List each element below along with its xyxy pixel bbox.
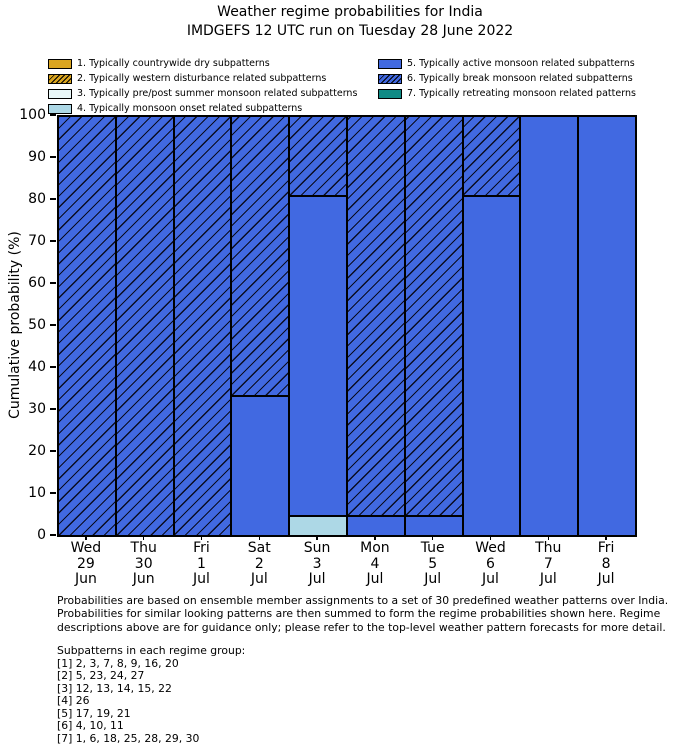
x-tick-label-line: Sun: [303, 540, 331, 556]
legend-item-label: 2. Typically western disturbance related subpatterns: [77, 73, 327, 84]
x-tick-label-line: Jul: [308, 571, 326, 587]
chart-subtitle: IMDGEFS 12 UTC run on Tuesday 28 June 2022: [186, 23, 514, 39]
legend-column: [378, 56, 636, 116]
bar-segment: [231, 116, 289, 396]
y-tick-mark: [50, 240, 56, 242]
bar-segment: [347, 116, 405, 516]
x-tick-label-line: Thu: [130, 540, 157, 556]
x-tick-label-line: Jul: [597, 571, 615, 587]
y-tick-mark: [50, 198, 56, 200]
x-tick-label: [519, 541, 577, 588]
bar-segment: [289, 116, 347, 196]
y-tick-label: 90: [28, 149, 46, 165]
bar-sat-2-jul: [231, 116, 289, 536]
x-tick-label-line: 4: [370, 555, 380, 572]
x-tick-label-line: Wed: [475, 540, 506, 556]
x-tick-label: [115, 541, 173, 588]
chart-title: Weather regime probabilities for India: [217, 4, 483, 20]
subpatterns-block: [57, 645, 245, 745]
y-tick-label: 40: [28, 359, 46, 375]
x-tick-label-line: Fri: [193, 540, 210, 556]
x-tick-label-line: Jul: [250, 571, 268, 587]
x-tick-label-line: 6: [486, 555, 495, 572]
x-tick-label-line: Jun: [132, 571, 155, 587]
x-tick-label-line: 2: [254, 555, 264, 572]
bar-segment: [289, 516, 347, 536]
bar-segment: [116, 116, 174, 536]
legend-item: [378, 86, 636, 101]
plot-area: [57, 115, 637, 537]
x-tick-label-line: Thu: [535, 540, 562, 556]
bar-fri-8-jul: [578, 116, 636, 536]
legend: [48, 56, 636, 116]
x-tick-label-line: Wed: [70, 540, 102, 556]
bar-sun-3-jul: [289, 116, 347, 536]
x-tick-label: [57, 541, 115, 588]
bar-segment: [463, 116, 521, 196]
x-tick-label: [346, 541, 404, 588]
legend-item: [378, 56, 636, 71]
x-tick-label-line: 5: [428, 555, 438, 572]
legend-swatch-icon: [48, 89, 72, 99]
y-tick-mark: [50, 156, 56, 158]
title-block: [0, 3, 700, 41]
x-tick-label-line: Fri: [597, 540, 615, 556]
x-tick-label-line: 30: [134, 555, 153, 572]
bar-segment: [347, 516, 405, 536]
x-tick-label-line: Jul: [193, 571, 210, 587]
bar-segment: [520, 116, 578, 536]
y-tick-mark: [50, 450, 56, 452]
footnote-text: Probabilities are based on ensemble member assignments to a set of 30 predefined weather patterns over India. Probabilities for similar looking patterns are then summed to form the regime probabilities shown here. Regime descriptions above are for guidance only; please refer to the top-level weather pattern forecasts for more detail.: [57, 594, 669, 634]
x-tick-label-line: Jul: [366, 571, 384, 587]
y-tick-label: 0: [37, 527, 46, 543]
y-tick-mark: [50, 366, 56, 368]
x-tick-label-line: 3: [312, 555, 322, 572]
legend-swatch-icon: [48, 59, 72, 69]
subpattern-group: [4] 26: [57, 694, 90, 707]
x-tick-label: [230, 541, 288, 588]
x-tick-label: [173, 541, 231, 588]
legend-item: [48, 101, 378, 116]
x-tick-label-line: Jul: [539, 571, 557, 587]
legend-item-label: 1. Typically countrywide dry subpatterns: [77, 58, 270, 69]
subpattern-group: [1] 2, 3, 7, 8, 9, 16, 20: [57, 656, 179, 670]
bar-thu-7-jul: [520, 116, 578, 536]
y-tick-mark: [50, 114, 56, 116]
bar-segment: [405, 516, 463, 536]
subpattern-group: [3] 12, 13, 14, 15, 22: [57, 681, 172, 695]
x-tick-label-line: 7: [543, 555, 553, 572]
x-tick-label-line: 8: [601, 555, 611, 572]
y-tick-label: 100: [19, 107, 46, 123]
legend-swatch-icon: [378, 59, 402, 69]
bar-segment: [174, 116, 232, 536]
y-tick-label: 50: [28, 317, 46, 333]
subpatterns-heading: Subpatterns in each regime group:: [57, 644, 246, 657]
y-tick-mark: [50, 534, 56, 536]
x-tick-label-line: Jul: [424, 571, 442, 587]
legend-item: [48, 71, 378, 86]
y-tick-mark: [50, 408, 56, 410]
y-tick-label: 80: [28, 191, 46, 207]
bar-segment: [578, 116, 636, 536]
y-tick-label: 20: [28, 443, 46, 459]
x-tick-label-line: Jun: [74, 571, 97, 587]
bar-segment: [289, 196, 347, 516]
bar-mon-4-jul: [347, 116, 405, 536]
legend-item-label: 6. Typically break monsoon related subpatterns: [407, 73, 633, 84]
y-tick-mark: [50, 324, 56, 326]
subpattern-group: [6] 4, 10, 11: [57, 719, 124, 732]
bar-wed-29-jun: [58, 116, 116, 536]
bar-tue-5-jul: [405, 116, 463, 536]
y-tick-label: 10: [28, 485, 46, 501]
bar-segment: [405, 116, 463, 516]
x-tick-label-line: Mon: [360, 540, 390, 556]
bar-wed-6-jul: [463, 116, 521, 536]
legend-swatch-icon: [48, 74, 72, 84]
legend-item: [48, 56, 378, 71]
legend-item-label: 5. Typically active monsoon related subpatterns: [407, 58, 635, 69]
x-tick-label: [577, 541, 635, 588]
subpattern-group: [5] 17, 19, 21: [57, 706, 131, 720]
bar-segment: [231, 396, 289, 536]
bar-fri-1-jul: [174, 116, 232, 536]
subpattern-group: [7] 1, 6, 18, 25, 28, 29, 30: [57, 731, 200, 745]
legend-item-label: 4. Typically monsoon onset related subpatterns: [77, 103, 303, 114]
x-tick-label: [288, 541, 346, 588]
x-tick-label-line: Jul: [482, 571, 499, 587]
legend-swatch-icon: [378, 74, 402, 84]
y-tick-label: 30: [28, 401, 46, 417]
bar-thu-30-jun: [116, 116, 174, 536]
x-tick-label-line: Tue: [420, 540, 445, 556]
subpattern-group: [2] 5, 23, 24, 27: [57, 669, 145, 682]
bar-segment: [463, 196, 521, 536]
y-axis-label: Cumulative probability (%): [7, 231, 23, 419]
x-tick-label: [462, 541, 520, 588]
legend-item: [378, 71, 636, 86]
legend-item: [48, 86, 378, 101]
y-tick-label: 60: [28, 275, 46, 291]
x-tick-label-line: 1: [197, 555, 206, 572]
y-tick-mark: [50, 492, 56, 494]
legend-swatch-icon: [48, 104, 72, 114]
legend-item-label: 3. Typically pre/post summer monsoon related subpatterns: [77, 88, 358, 99]
y-tick-mark: [50, 282, 56, 284]
x-tick-label-line: Sat: [247, 540, 271, 556]
legend-column: [48, 56, 378, 116]
x-tick-label-line: 29: [76, 555, 95, 572]
x-tick-label: [404, 541, 462, 588]
y-tick-label: 70: [28, 233, 46, 249]
bar-segment: [58, 116, 116, 536]
legend-swatch-icon: [378, 89, 402, 99]
legend-item-label: 7. Typically retreating monsoon related patterns: [407, 88, 636, 99]
